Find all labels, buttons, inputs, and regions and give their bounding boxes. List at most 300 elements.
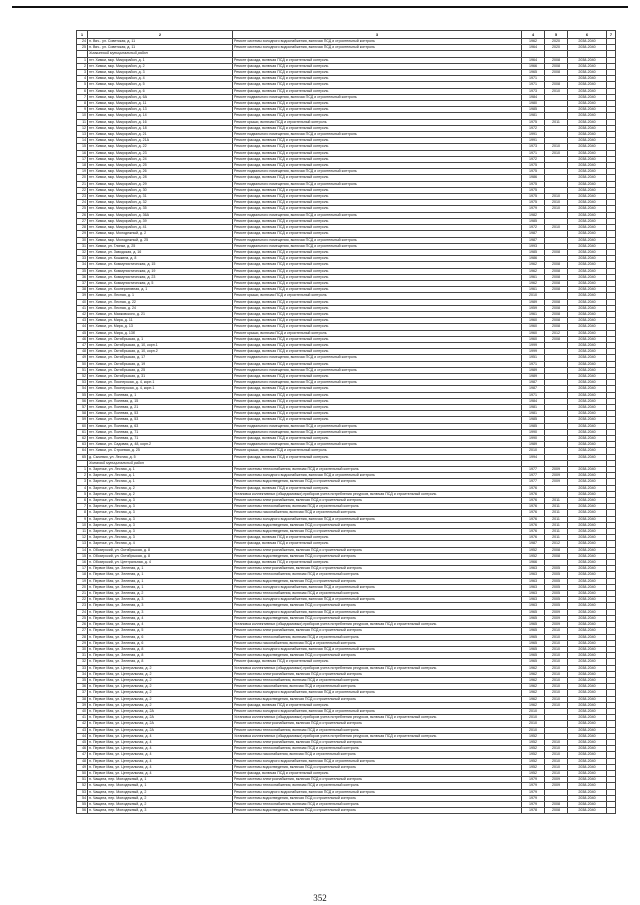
table-cell: 2010 (545, 634, 568, 640)
table-cell: 1980 (522, 101, 545, 107)
table-cell: 1973 (522, 144, 545, 150)
table-cell: 11 (77, 529, 88, 535)
table-cell: 2010 (545, 225, 568, 231)
table-cell: Ремонт фасада, включая ПСД и строительный контроль (233, 305, 522, 311)
table-cell: 2010 (545, 671, 568, 677)
table-cell: Ремонт системы холодного водоснабжения, включая ПСД и строительный контроль (233, 45, 522, 51)
table-cell (607, 808, 616, 814)
table-cell: 2038-2040 (568, 330, 607, 336)
table-cell: 17 (77, 156, 88, 162)
table-cell: Ремонт фасада, включая ПСД и строительный контроль (233, 535, 522, 541)
table-cell: 1986 (522, 175, 545, 181)
table-cell: 1976 (522, 535, 545, 541)
table-cell: 40 (77, 708, 88, 714)
table-cell: 1961 (522, 311, 545, 317)
table-cell: п. Заречье, ул. Лесная, д. 4 (88, 541, 233, 547)
table-cell: Ремонт фасада, включая ПСД и строительный контроль (233, 63, 522, 69)
table-cell: пгт. Химки, ул. Коммунистическая, д. 5 (88, 280, 233, 286)
table-cell: 1976 (522, 522, 545, 528)
table-cell: 51 (77, 777, 88, 783)
table-cell: 2010 (522, 715, 545, 721)
table-cell: 32 (77, 249, 88, 255)
table-cell: пгт. Химки, мкр. Микрорайон, д. 32 (88, 200, 233, 206)
table-cell: 1979 (522, 795, 545, 801)
table-cell: 20 (77, 584, 88, 590)
table-cell: 2038-2040 (568, 200, 607, 206)
table-cell: 2008 (545, 249, 568, 255)
column-number: 5 (545, 31, 568, 39)
table-cell: 2038-2040 (568, 82, 607, 88)
table-cell: 1976 (522, 485, 545, 491)
table-cell: 2038-2040 (568, 727, 607, 733)
table-cell: 48 (77, 349, 88, 355)
table-cell: Ремонт системы электроснабжения, включая ПСД и строительный контроль (233, 566, 522, 572)
table-cell: 1961 (522, 287, 545, 293)
table-cell: 2012 (545, 541, 568, 547)
table-cell: Ремонт фасада, включая ПСД и строительный контроль (233, 113, 522, 119)
table-cell: 2038-2040 (568, 770, 607, 776)
table-cell: п. Заречье, ул. Лесная, д. 1 (88, 479, 233, 485)
table-cell: пгт. Химки, ул. Полевая, д. 1 (88, 392, 233, 398)
table-cell: 1960 (522, 330, 545, 336)
table-cell: пгт. Химки, ул. Коммунистическая, д. 15 (88, 262, 233, 268)
table-cell: 1989 (522, 442, 545, 448)
table-cell: Ремонт фасада, включая ПСД и строительный контроль (233, 150, 522, 156)
table-cell: 55 (77, 801, 88, 807)
table-cell: пгт. Химки, ул. Мира, д. 13б (88, 330, 233, 336)
table-cell: 38 (77, 696, 88, 702)
table-cell: 7 (77, 94, 88, 100)
table-cell: 2010 (545, 770, 568, 776)
table-cell: 2038-2040 (568, 653, 607, 659)
table-cell: 1975 (522, 163, 545, 169)
table-cell: пгт. Химки, мкр. Микрорайон, д. 22 (88, 144, 233, 150)
table-cell: пгт. Химки, ул. Октябрьская, д. 17 (88, 355, 233, 361)
table-cell: 1977 (522, 473, 545, 479)
table-cell: 1965 (522, 622, 545, 628)
table-cell: Ремонт фасада, включая ПСД и строительный контроль (233, 560, 522, 566)
table-cell: пгт. Химки, ул. Октябрьская, д. 1 (88, 336, 233, 342)
table-cell: пгт. Химки, мкр. Микрорайон, д. 14 (88, 113, 233, 119)
table-cell: пгт. Химки, мкр. Микрорайон, д. 2 (88, 63, 233, 69)
table-cell: 2038-2040 (568, 243, 607, 249)
table-cell: 36 (77, 274, 88, 280)
table-cell: 1981 (522, 404, 545, 410)
table-cell: 19 (77, 169, 88, 175)
table-cell: Ремонт системы теплоснабжения, включая ПСД и строительный контроль (233, 783, 522, 789)
table-cell: 19 (77, 578, 88, 584)
table-cell: 1984 (522, 94, 545, 100)
table-cell: 2010 (545, 659, 568, 665)
table-cell: п. Первое Мая, ул. Центральная, д. 4 (88, 770, 233, 776)
table-cell: 2005 (545, 572, 568, 578)
table-cell: 1964 (522, 45, 545, 51)
table-cell: 1952 (522, 553, 545, 559)
table-cell: 29 (77, 231, 88, 237)
table-cell: 31 (77, 243, 88, 249)
table-cell: Ремонт системы теплоснабжения, включая ПСД и строительный контроль (233, 746, 522, 752)
table-cell: 1979 (522, 801, 545, 807)
table-cell: 24 (77, 200, 88, 206)
table-cell: пгт. Химки, мкр. Микрорайон, д. 26 (88, 169, 233, 175)
table-cell: 1963 (522, 603, 545, 609)
table-cell: 1985 (522, 218, 545, 224)
table-cell: 2011 (545, 119, 568, 125)
table-cell: 2038-2040 (568, 417, 607, 423)
table-cell: 2011 (545, 498, 568, 504)
table-cell: пгт. Химки, мкр. Микрорайон, д. 39 (88, 218, 233, 224)
table-cell: пгт. Химки, ул. Октябрьская, д. 25 (88, 367, 233, 373)
table-cell: Ремонт крыши, включая ПСД и строительный контроль (233, 330, 522, 336)
table-cell: 2038-2040 (568, 677, 607, 683)
table-cell: п. Первое Мая, ул. Зеленая, д. 3 (88, 597, 233, 603)
table-cell: пгт. Химки, мкр. Микрорайон, д. 18 (88, 125, 233, 131)
table-cell: 2008 (545, 70, 568, 76)
table-cell: Ремонт фасада, включая ПСД и строительный контроль (233, 436, 522, 442)
table-cell: 2038-2040 (568, 138, 607, 144)
table-cell: 6 (77, 498, 88, 504)
table-cell: пгт. Химки, ул. Полевая, д. 71 (88, 436, 233, 442)
table-cell: 2038-2040 (568, 119, 607, 125)
table-cell: 2008 (545, 801, 568, 807)
table-cell: 2038-2040 (568, 218, 607, 224)
table-cell: 47 (77, 342, 88, 348)
table-cell: п. Первое Мая, ул. Центральная, д. 4 (88, 758, 233, 764)
table-cell: Ремонт системы теплоснабжения, включая ПСД и строительный контроль (233, 634, 522, 640)
table-cell: Ремонт фасада, включая ПСД и строительный контроль (233, 57, 522, 63)
table-cell: п. Первое Мая, ул. Центральная, д. 2 (88, 690, 233, 696)
table-cell: Ремонт фасада, включая ПСД и строительный контроль (233, 318, 522, 324)
table-cell: Ремонт фасада, включая ПСД и строительный контроль (233, 138, 522, 144)
table-cell: 2038-2040 (568, 63, 607, 69)
table-cell: 2038-2040 (568, 591, 607, 597)
table-cell: п. Первое Мая, ул. Центральная, д. 2 (88, 671, 233, 677)
table-cell: 1965 (522, 653, 545, 659)
table-cell: Ремонт системы теплоснабжения, включая ПСД и строительный контроль (233, 677, 522, 683)
table-cell: 2038-2040 (568, 380, 607, 386)
table-cell: пгт. Химки, ул. Строевая, д. 25 (88, 448, 233, 454)
table-cell: 2020 (545, 39, 568, 45)
table-cell: пгт. Химки, ул. Полевая, д. 53 (88, 417, 233, 423)
table-cell: 1965 (522, 609, 545, 615)
table-cell: 2010 (545, 200, 568, 206)
table-cell: Ремонт системы холодного водоснабжения, включая ПСД и строительный контроль (233, 609, 522, 615)
table-cell: Ремонт подвального помещения, включая ПСД и строительный контроль (233, 181, 522, 187)
table-cell: 6 (77, 88, 88, 94)
table-cell: 1994 (522, 454, 545, 460)
table-cell: Ремонт фасада, включая ПСД и строительный контроль (233, 454, 522, 460)
table-cell: Установка коллективных (общедомовых) приборов учета потребления ресурсов, включая ПСД и строительный контроль (233, 665, 522, 671)
table-cell: 14 (77, 547, 88, 553)
table-cell: 45 (77, 739, 88, 745)
table-cell: 2038-2040 (568, 107, 607, 113)
table-cell: 2008 (545, 299, 568, 305)
table-cell: 2038-2040 (568, 529, 607, 535)
table-cell: 2008 (545, 268, 568, 274)
table-cell: пгт. Химки, ул. Полевая, д. 15 (88, 398, 233, 404)
table-cell: 2038-2040 (568, 789, 607, 795)
table-cell: пгт. Химки, ул. Кошкина, д. 8 (88, 256, 233, 262)
table-cell: 2038-2040 (568, 671, 607, 677)
table-cell: п. Первое Мая, ул. Центральная, д. 4 (88, 752, 233, 758)
table-cell: 2008 (545, 305, 568, 311)
table-cell: 29 (77, 640, 88, 646)
table-cell: 2038-2040 (568, 628, 607, 634)
table-cell: 2010 (545, 628, 568, 634)
table-cell: 58 (77, 411, 88, 417)
table-cell: 1999 (522, 342, 545, 348)
table-cell: Ремонт фасада, включая ПСД и строительный контроль (233, 398, 522, 404)
table-cell: 2010 (545, 150, 568, 156)
table-cell: 1962 (522, 677, 545, 683)
table-cell: 43 (77, 318, 88, 324)
table-cell: 35 (77, 677, 88, 683)
table-cell: Ремонт подвального помещения, включая ПСД и строительный контроль (233, 132, 522, 138)
table-cell: 2038-2040 (568, 758, 607, 764)
table-cell: 1952 (522, 770, 545, 776)
table-cell: 53 (77, 789, 88, 795)
top-rule (12, 6, 628, 8)
table-cell: 2008 (545, 318, 568, 324)
table-cell: Ремонт фасада, включая ПСД и строительный контроль (233, 70, 522, 76)
table-cell: 2011 (545, 522, 568, 528)
table-cell: 1982 (522, 212, 545, 218)
table-cell: 2038-2040 (568, 702, 607, 708)
table-cell: п. Первое Мая, ул. Центральная, д. 4 (88, 739, 233, 745)
table-cell: п. Первое Мая, ул. Зеленая, д. 4 (88, 615, 233, 621)
table-cell: Ремонт фасада, включая ПСД и строительный контроль (233, 194, 522, 200)
table-cell: 1965 (522, 646, 545, 652)
table-cell: 2010 (522, 727, 545, 733)
column-number: 1 (77, 31, 88, 39)
table-cell: 11 (77, 119, 88, 125)
table-cell: 1991 (522, 138, 545, 144)
table-cell: Ремонт фасада, включая ПСД и строительный контроль (233, 187, 522, 193)
table-cell: 21 (77, 181, 88, 187)
table-cell: 16 (77, 560, 88, 566)
table-cell: 12 (77, 535, 88, 541)
table-cell: 2038-2040 (568, 715, 607, 721)
table-cell: Ремонт системы водоотведения, включая ПСД и строительный контроль (233, 522, 522, 528)
table-cell: 1966 (522, 63, 545, 69)
table-cell: 2005 (545, 584, 568, 590)
table-cell: Установка коллективных (общедомовых) приборов учета потребления ресурсов, включая ПСД и строительный контроль (233, 715, 522, 721)
table-cell: пгт. Химки, мкр. Микрорайон, д. 5 (88, 82, 233, 88)
table-cell: п. Первое Мая, ул. Центральная, д. 2А (88, 715, 233, 721)
column-number-row (77, 31, 616, 39)
table-cell: 2038-2040 (568, 404, 607, 410)
table-cell: 2008 (545, 280, 568, 286)
table-cell: Ремонт фасада, включая ПСД и строительный контроль (233, 342, 522, 348)
table-cell: Ремонт системы холодного водоснабжения, включая ПСД и строительный контроль (233, 597, 522, 603)
table-cell: 2010 (522, 293, 545, 299)
table-cell: 2005 (545, 566, 568, 572)
table-cell: пгт. Химки, ул. Лесная, д. 22 (88, 299, 233, 305)
table-cell: 2038-2040 (568, 70, 607, 76)
table-cell: 1962 (522, 671, 545, 677)
table-cell: 56 (77, 398, 88, 404)
table-cell: Ремонт фасада, включая ПСД и строительный контроль (233, 200, 522, 206)
table-cell: п. Вяч.. ул. Советская, д. 11 (88, 39, 233, 45)
table-cell: 2009 (545, 783, 568, 789)
table-cell: 1 (77, 467, 88, 473)
table-cell: п. Первое Мая, ул. Зеленая, д. 2 (88, 591, 233, 597)
table-cell: 2038-2040 (568, 175, 607, 181)
table-cell: 26 (77, 212, 88, 218)
table-cell: 1979 (522, 783, 545, 789)
table-cell: пгт. Химки, ул. Полевая, д. 63 (88, 423, 233, 429)
table-cell: пгт. Химки, мкр. Микрорайон, д. 30 (88, 187, 233, 193)
table-cell: 2010 (545, 696, 568, 702)
table-cell: 2038-2040 (568, 572, 607, 578)
table-cell: пгт. Химки, мкр. Микрорайон, д. 1 (88, 57, 233, 63)
table-cell: 2005 (545, 597, 568, 603)
table-cell: 22 (77, 187, 88, 193)
table-cell: п. Первое Мая, ул. Центральная, д. 2 (88, 677, 233, 683)
table-cell: 50 (77, 361, 88, 367)
table-cell: 1975 (522, 194, 545, 200)
table-cell: Ремонт фасада, включая ПСД и строительный контроль (233, 361, 522, 367)
table-cell: 1991 (522, 132, 545, 138)
table-cell: 2010 (545, 677, 568, 683)
table-cell: 2010 (545, 746, 568, 752)
table-cell: Установка коллективных (общедомовых) приборов учета потребления ресурсов, включая ПСД и строительный контроль (233, 622, 522, 628)
table-cell: 1960 (522, 318, 545, 324)
table-cell: 1962 (522, 280, 545, 286)
table-cell: Ремонт фасада, включая ПСД и строительный контроль (233, 770, 522, 776)
table-cell: Ремонт фасада, включая ПСД и строительный контроль (233, 144, 522, 150)
table-cell: 1975 (522, 200, 545, 206)
table-cell: 1963 (522, 591, 545, 597)
table-cell: 60 (77, 423, 88, 429)
table-cell: Ремонт системы холодного водоснабжения, включая ПСД и строительный контроль (233, 516, 522, 522)
table-cell: 2010 (522, 708, 545, 714)
table-cell: 2010 (545, 758, 568, 764)
table-cell: 2038-2040 (568, 249, 607, 255)
table-cell: 24 (77, 609, 88, 615)
table-cell: 2038-2040 (568, 398, 607, 404)
table-cell: 1962 (522, 262, 545, 268)
table-cell: п. Первое Мая, ул. Зеленая, д. 6 (88, 634, 233, 640)
table-cell: 1963 (522, 578, 545, 584)
table-cell: пгт. Химки, мкр. Микрорайон, д. 11 (88, 101, 233, 107)
table-cell: 2038-2040 (568, 367, 607, 373)
table-cell: 59 (77, 417, 88, 423)
table-cell: пгт. Химки, ул. Октябрьская, д. 10, корп.2 (88, 349, 233, 355)
table-cell: 1961 (522, 274, 545, 280)
table-cell: 2038-2040 (568, 299, 607, 305)
table-cell: 2008 (545, 547, 568, 553)
table-cell: 23 (77, 603, 88, 609)
table-cell: пгт. Химки, мкр. Молодежный, д. 25 (88, 237, 233, 243)
table-cell: 2005 (545, 603, 568, 609)
table-cell: Ремонт фасада, включая ПСД и строительный контроль (233, 336, 522, 342)
table-cell: 37 (77, 690, 88, 696)
table-cell: Ремонт системы теплоснабжения, включая ПСД и строительный контроль (233, 591, 522, 597)
table-cell: 2010 (545, 646, 568, 652)
table-cell: 61 (77, 429, 88, 435)
table-cell: 2038-2040 (568, 318, 607, 324)
table-cell: 2038-2040 (568, 206, 607, 212)
table-cell: 1989 (522, 367, 545, 373)
table-cell: п. Заречье, ул. Лесная, д. 1 (88, 473, 233, 479)
table-cell: 2038-2040 (568, 473, 607, 479)
table-cell: пгт. Химки, ул. Глинки, д. 25 (88, 243, 233, 249)
table-cell: 1976 (522, 516, 545, 522)
table-cell: 2008 (545, 808, 568, 814)
column-number: 6 (568, 31, 607, 39)
table-cell: 2038-2040 (568, 392, 607, 398)
table-cell: 2038-2040 (568, 57, 607, 63)
table-cell: Ремонт системы электроснабжения, включая ПСД и строительный контроль (233, 628, 522, 634)
table-cell: 2038-2040 (568, 274, 607, 280)
table-cell: 2038-2040 (568, 411, 607, 417)
table-cell: 1972 (522, 225, 545, 231)
table-cell: Ремонт фасада, включая ПСД и строительный контроль (233, 206, 522, 212)
table-cell: Ремонт фасада, включая ПСД и строительный контроль (233, 541, 522, 547)
table-cell: 38 (77, 287, 88, 293)
table-cell: п. Первое Мая, ул. Зеленая, д. 8 (88, 653, 233, 659)
table-cell: Ремонт фасада, включая ПСД и строительный контроль (233, 262, 522, 268)
table-cell: Ремонт системы электроснабжения, включая ПСД и строительный контроль (233, 739, 522, 745)
table-cell: Ремонт фасада, включая ПСД и строительный контроль (233, 225, 522, 231)
table-cell: 2020 (545, 45, 568, 51)
table-cell: пгт. Химки, мкр. Микрорайон, д. 25 (88, 163, 233, 169)
table-cell: Установка коллективных (общедомовых) приборов учета потребления ресурсов, включая ПСД и строительный контроль (233, 491, 522, 497)
table-cell: 1976 (522, 510, 545, 516)
table-cell: Ремонт системы газоснабжения, включая ПСД и строительный контроль (233, 684, 522, 690)
table-cell: 1979 (522, 789, 545, 795)
table-cell: 2038-2040 (568, 603, 607, 609)
table-cell: Ремонт системы водоотведения, включая ПСД и строительный контроль (233, 615, 522, 621)
table-cell: 2038-2040 (568, 262, 607, 268)
table-cell: Ремонт фасада, включая ПСД и строительный контроль (233, 125, 522, 131)
table-cell: 1963 (522, 566, 545, 572)
table-cell: Ремонт системы электроснабжения, включая ПСД и строительный контроль (233, 777, 522, 783)
table-cell: пгт. Химки, ул. Полевая, д. 71 (88, 429, 233, 435)
table-cell: 24 (77, 39, 88, 45)
table-cell: 33 (77, 665, 88, 671)
table-cell: 64 (77, 448, 88, 454)
table-cell: Холмский муниципальный район (88, 460, 233, 466)
column-number: 7 (607, 31, 616, 39)
table-cell: 1993 (522, 243, 545, 249)
table-cell: 2008 (545, 553, 568, 559)
table-cell: 2038-2040 (568, 504, 607, 510)
table-cell: Ремонт системы теплоснабжения, включая ПСД и строительный контроль (233, 504, 522, 510)
table-cell: 41 (77, 305, 88, 311)
table-cell: 2038-2040 (568, 721, 607, 727)
table-cell: 5 (77, 82, 88, 88)
table-cell: 2038-2040 (568, 690, 607, 696)
table-cell: Ремонт фасада, включая ПСД и строительный контроль (233, 249, 522, 255)
table-cell: 2038-2040 (568, 156, 607, 162)
table-cell: Ремонт системы электроснабжения, включая ПСД и строительный контроль (233, 721, 522, 727)
table-cell: Ремонт системы газоснабжения, включая ПСД и строительный контроль (233, 510, 522, 516)
table-cell: 30 (77, 237, 88, 243)
table-cell: 46 (77, 746, 88, 752)
table-cell: Ремонт подвального помещения, включая ПСД и строительный контроль (233, 212, 522, 218)
table-cell: 16 (77, 150, 88, 156)
table-cell: 1989 (522, 299, 545, 305)
register-table-body (77, 31, 616, 814)
table-cell: 2038-2040 (568, 237, 607, 243)
table-cell: 2038-2040 (568, 113, 607, 119)
table-cell: 1963 (522, 584, 545, 590)
table-cell: 2038-2040 (568, 150, 607, 156)
table-cell: 10 (77, 522, 88, 528)
table-cell: 32 (77, 659, 88, 665)
